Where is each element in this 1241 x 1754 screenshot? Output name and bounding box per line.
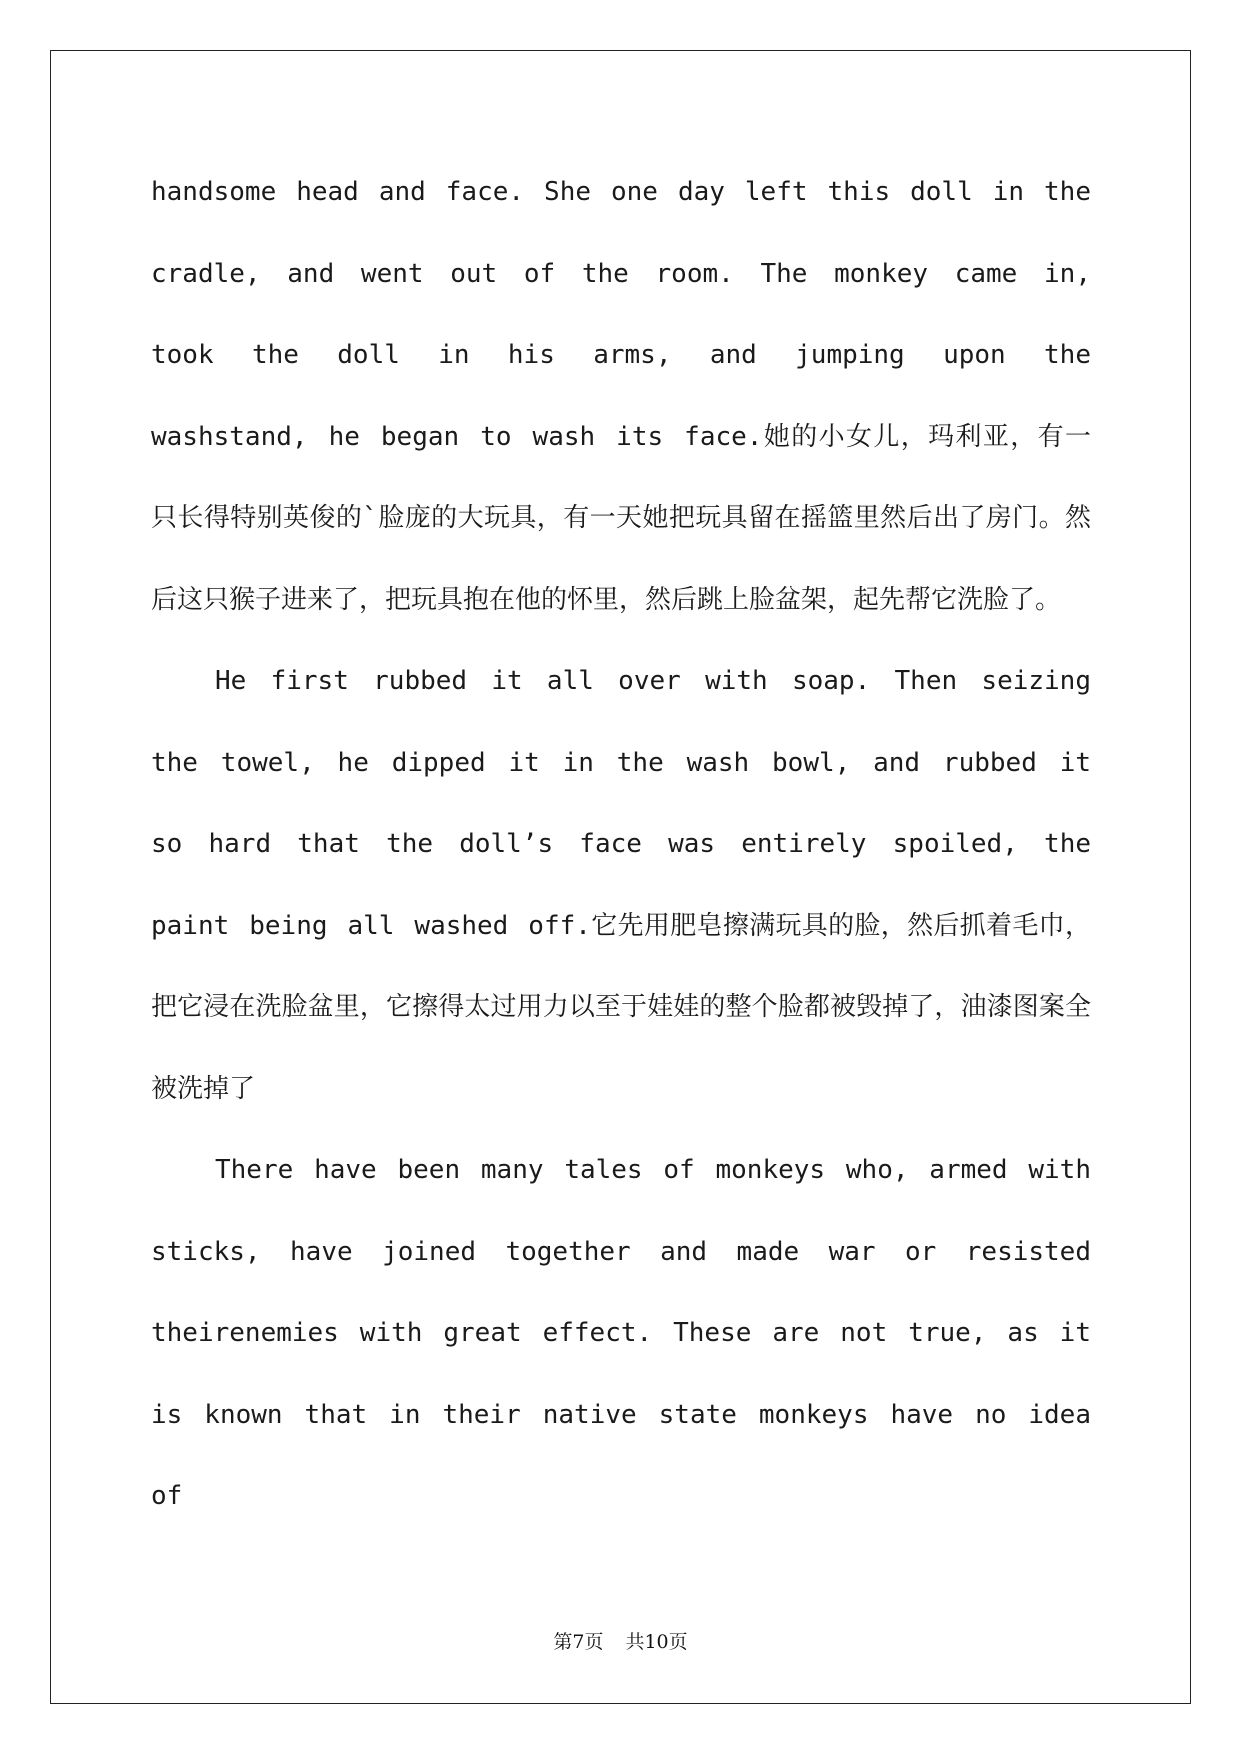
document-body <box>151 152 1091 1538</box>
page-footer <box>0 1627 1241 1654</box>
paragraph-3: There have been many tales of monkeys who, armed with sticks, have joined together and made war or resisted theirenemies with great effect. These are not true, as it is known that in their native state monkeys have no idea of <box>151 1155 1091 1511</box>
total-pages-label: 共10页 <box>625 1631 688 1653</box>
current-page-label: 第7页 <box>553 1631 604 1653</box>
paragraph-1: handsome head and face. She one day left this doll in the cradle, and went out of the room. The monkey came in, took the doll in his arms, and jumping upon the washstand, he began to wash its face.她的小女儿，玛利亚，有一只长得特别英俊的`脸庞的大玩具，有一天她把玩具留在摇篮里然后出了房门。然后这只猴子进来了，把玩具抱在他的怀里，然后跳上脸盆架，起先帮它洗脸了。 <box>151 177 1091 615</box>
paragraph-2: He first rubbed it all over with soap. Then seizing the towel, he dipped it in the wash bowl, and rubbed it so hard that the doll’s face was entirely spoiled, the paint being all washed off.它先用肥皂擦满玩具的脸，然后抓着毛巾，把它浸在洗脸盆里，它擦得太过用力以至于娃娃的整个脸都被毁掉了，油漆图案全被洗掉了 <box>151 666 1091 1104</box>
